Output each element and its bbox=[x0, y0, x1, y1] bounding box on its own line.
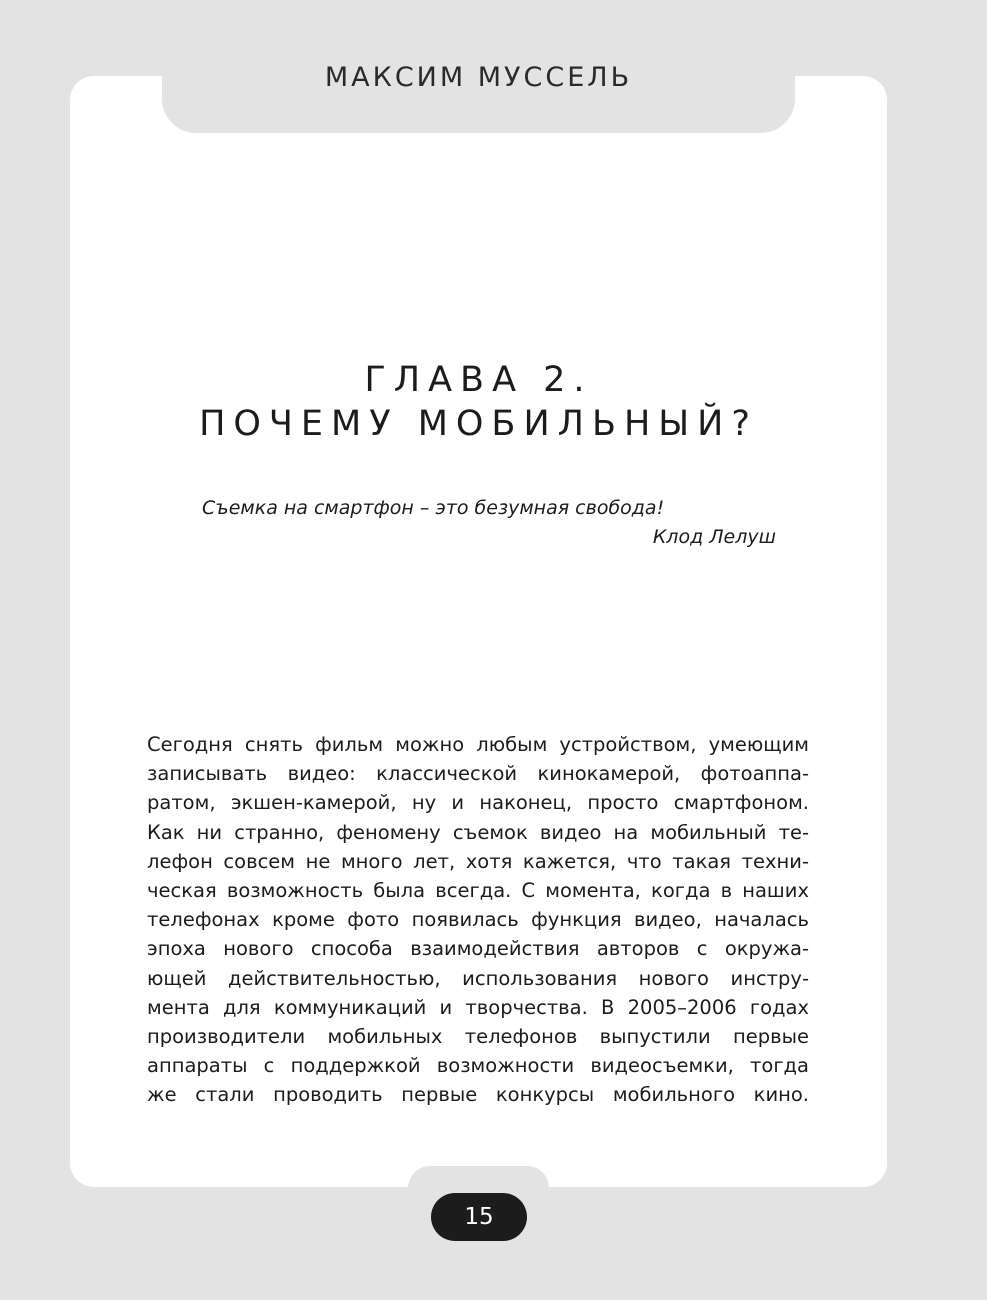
text-line: Как ни странно, феномену съемок видео на мобильный те- bbox=[147, 820, 809, 844]
running-header-author: МАКСИМ МУССЕЛЬ bbox=[324, 62, 633, 93]
text-line: мента для коммуникаций и творчества. В 2005–2006 годах bbox=[147, 995, 809, 1019]
page-number-badge: 15 bbox=[431, 1193, 527, 1241]
epigraph bbox=[202, 494, 776, 552]
body-paragraph bbox=[147, 730, 809, 1109]
text-line: производители мобильных телефонов выпустили первые bbox=[147, 1024, 809, 1048]
text-line: телефонах кроме фото появилась функция видео, началась bbox=[147, 908, 809, 932]
text-line: же стали проводить первые конкурсы мобильного кино. bbox=[147, 1083, 809, 1107]
text-line: Сегодня снять фильм можно любым устройством, умеющим bbox=[147, 733, 809, 756]
chapter-title-line-1: ГЛАВА 2. bbox=[364, 360, 593, 400]
text-line: ратом, экшен-камерой, ну и наконец, просто смартфоном. bbox=[147, 791, 809, 815]
text-line: аппараты с поддержкой возможности видеосъемки, тогда bbox=[147, 1054, 809, 1078]
chapter-title bbox=[70, 358, 887, 446]
text-line: ческая возможность была всегда. С момента, когда в наших bbox=[147, 878, 809, 902]
epigraph-quote: Съемка на смартфон – это безумная свобода! bbox=[202, 497, 665, 519]
chapter-title-line-2: ПОЧЕМУ МОБИЛЬНЫЙ? bbox=[199, 404, 758, 444]
text-line: лефон совсем не много лет, хотя кажется, что такая техни- bbox=[147, 849, 809, 873]
text-line: эпоха нового способа взаимодействия авторов с окружа- bbox=[147, 937, 809, 961]
epigraph-attribution: Клод Лелуш bbox=[652, 526, 776, 548]
text-line: ющей действительностью, использования нового инстру- bbox=[147, 966, 809, 990]
text-line: записывать видео: классической кинокамерой, фотоаппа- bbox=[147, 762, 809, 786]
